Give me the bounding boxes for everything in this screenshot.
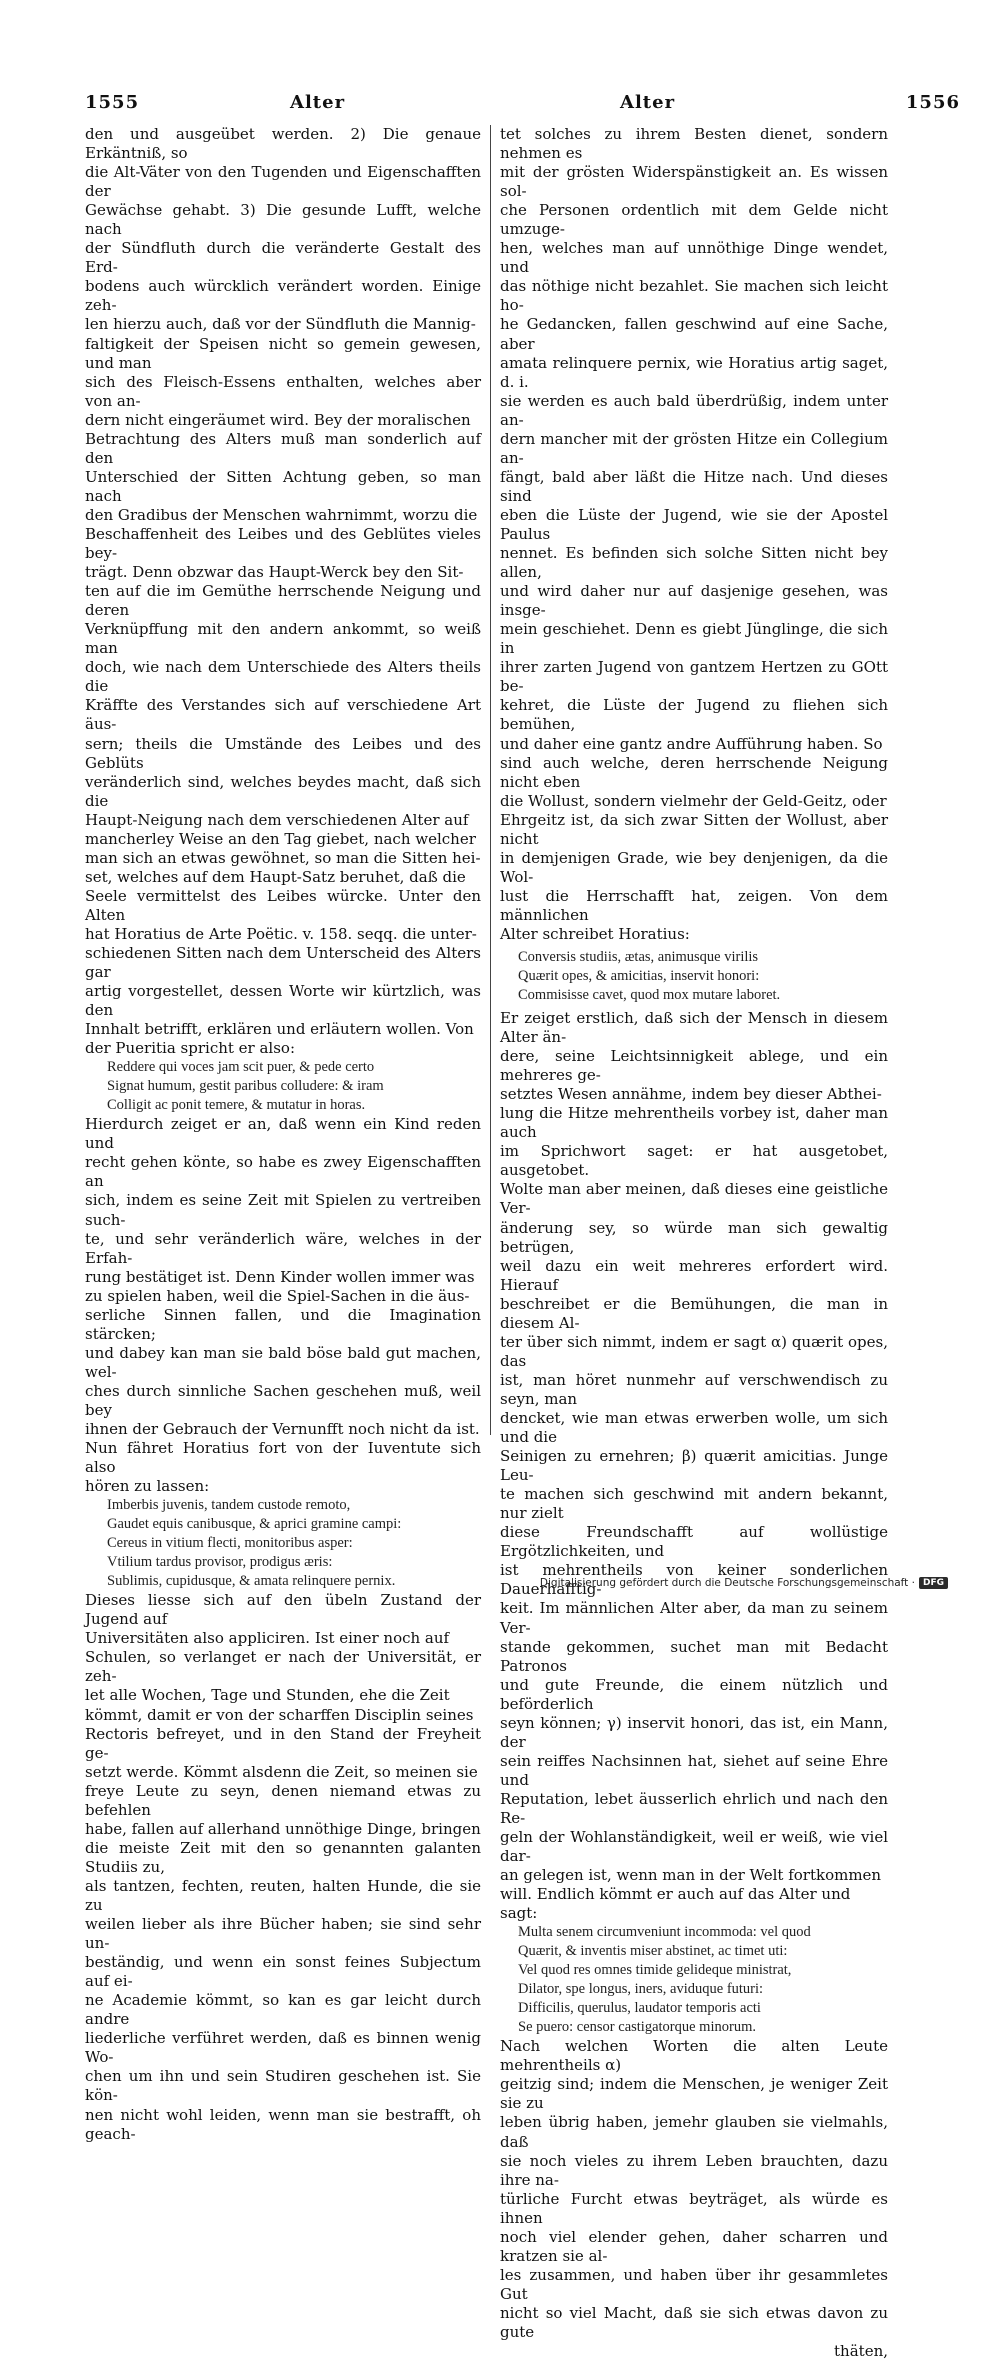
page-number-right: 1556	[905, 92, 960, 113]
footer-credit-text: Digitalisierung gefördert durch die Deutsche Forschungsgemeinschaft ·	[539, 1577, 915, 1589]
page-number-left: 1555	[85, 92, 140, 113]
right-paragraph-3: Nach welchen Worten die alten Leute mehrentheils α) geitzig sind; indem die Menschen, je weniger Zeit sie zu leben übrig haben, jemehr glauben sie vielmahls, daß sie noch vieles zu ihrem Leben brauchten, dazu ihre na- türliche Furcht etwas beyträget, als würde es ihnen noch viel elender gehen, daher scharren und kratzen sie al- les zusammen, und haben über ihr gesammletes Gut nicht so viel Macht, daß sie sich etwas davon zu gute	[500, 2037, 888, 2341]
right-latin-quote-2: Multa senem circumveniunt incommoda: vel quod Quærit, & inventis miser abstinet, ac timet uti: Vel quod res omnes timide gelideque ministrat, Dilator, spe longus, iners, aviduque futuri: Difficilis, querulus, laudator temporis acti Se puero: censor castigatorque minorum.	[518, 1924, 811, 2036]
catchword: thäten,	[834, 2342, 888, 2361]
funding-footer	[540, 1577, 948, 1589]
right-latin-quote-1: Conversis studiis, ætas, animusque virilis Quærit opes, & amicitias, inservit honori: Commisisse cavet, quod mox mutare laboret.	[518, 949, 781, 1004]
running-title-left: Alter	[290, 92, 346, 113]
page-header	[85, 92, 960, 122]
left-paragraph-1: den und ausgeübet werden. 2) Die genaue Erkäntniß, so die Alt-Väter von den Tugenden und Eigenschafften der Gewächse gehabt. 3) Die gesunde Lufft, welche nach der Sündfluth durch die veränderte Gestalt des Erd- bodens auch würcklich verändert worden. Einige zeh- len hierzu auch, daß vor der Sündfluth die Mannig- faltigkeit der Speisen nicht so gemein gewesen, und man sich des Fleisch-Essens enthalten, welches aber von an- dern nicht eingeräumet wird. Bey der moralischen Betrachtung des Alters muß man sonderlich auf den Unterschied der Sitten Achtung geben, so man nach den Gradibus der Menschen wahrnimmt, worzu die Beschaffenheit des Leibes und des Geblütes vieles bey- trägt. Denn obzwar das Haupt-Werck bey den Sit- ten auf die im Gemüthe herrschende Neigung und deren Verknüpffung mit den andern ankommt, so weiß man doch, wie nach dem Unterschiede des Alters theils die Kräffte des Verstandes sich auf verschiedene Art äus- sern; theils die Umstände des Leibes und des Geblüts veränderlich sind, welches beydes macht, daß sich die Haupt-Neigung nach dem verschiedenen Alter auf mancherley Weise an den Tag giebet, nach welcher man sich an etwas gewöhnet, so man die Sitten hei- set, welches auf dem Haupt-Satz beruhet, daß die Seele vermittelst des Leibes würcke. Unter den Alten hat Horatius de Arte Poëtic. v. 158. seqq. die unter- schiedenen Sitten nach dem Unterscheid des Alters gar artig vorgestellet, dessen Worte wir kürtzlich, was den Innhalt betrifft, erklären und erläutern wollen. Von der Pueritia spricht er also:	[85, 125, 481, 1058]
running-title-right: Alter	[620, 92, 676, 113]
left-latin-quote-2: Imberbis juvenis, tandem custode remoto, Gaudet equis canibusque, & aprici gramine campi: Cereus in vitium flecti, monitoribus asper: Vtilium tardus provisor, prodigus æris: Sublimis, cupidusque, & amata relinquere pernix.	[107, 1497, 402, 1590]
left-paragraph-3: Dieses liesse sich auf den übeln Zustand der Jugend auf Universitäten also appliciren. Ist einer noch auf Schulen, so verlanget er nach der Universität, er zeh- let alle Wochen, Tage und Stunden, ehe die Zeit kömmt, damit er von der scharffen Disciplin seines Rectoris befreyet, und in den Stand der Freyheit ge- setzt werde. Kömmt alsdenn die Zeit, so meinen sie freye Leute zu seyn, denen niemand etwas zu befehlen habe, fallen auf allerhand unnöthige Dinge, bringen die meiste Zeit mit den so genannten galanten Studiis zu, als tantzen, fechten, reuten, halten Hunde, die sie zu weilen lieber als ihre Bücher haben; sie sind sehr un- beständig, und wenn ein sonst feines Subjectum auf ei- ne Academie kömmt, so kan es gar leicht durch andre liederliche verführet werden, daß es binnen wenig Wo- chen um ihn und sein Studiren geschehen ist. Sie kön- nen nicht wohl leiden, wenn man sie bestrafft, oh geach-	[85, 1591, 481, 2143]
left-latin-quote-1: Reddere qui voces jam scit puer, & pede certo Signat humum, gestit paribus colludere: & iram Colligit ac ponit temere, & mutatur in horas.	[107, 1059, 384, 1114]
column-divider	[490, 125, 491, 1435]
left-column	[85, 125, 481, 2143]
left-paragraph-2: Hierdurch zeiget er an, daß wenn ein Kind reden und recht gehen könte, so habe es zwey Eigenschafften an sich, indem es seine Zeit mit Spielen zu vertreiben such- te, und sehr veränderlich wäre, welches in der Erfah- rung bestätiget ist. Denn Kinder wollen immer was zu spielen haben, weil die Spiel-Sachen in die äus- serliche Sinnen fallen, und die Imagination stärcken; und dabey kan man sie bald böse bald gut machen, wel- ches durch sinnliche Sachen geschehen muß, weil bey ihnen der Gebrauch der Vernunfft noch nicht da ist. Nun fähret Horatius fort von der Iuventute sich also hören zu lassen:	[85, 1115, 481, 1496]
right-paragraph-2: Er zeiget erstlich, daß sich der Mensch in diesem Alter än- dere, seine Leichtsinnigkeit ablege, und ein mehreres ge- setztes Wesen annähme, indem bey dieser Abthei- lung die Hitze mehrentheils vorbey ist, daher man auch im Sprichwort saget: er hat ausgetobet, ausgetobet. Wolte man aber meinen, daß dieses eine geistliche Ver- änderung sey, so würde man sich gewaltig betrügen, weil dazu ein weit mehreres erfordert wird. Hierauf beschreibet er die Bemühungen, die man in diesem Al- ter über sich nimmt, indem er sagt α) quærit opes, das ist, man höret nunmehr auf verschwendisch zu seyn, man dencket, wie man etwas erwerben wolle, um sich und die Seinigen zu ernehren; β) quærit amicitias. Junge Leu- te machen sich geschwind mit andern bekannt, nur zielt diese Freundschafft auf wollüstige Ergötzlichkeiten, und ist mehrentheils von keiner sonderlichen Dauerhafftig- keit. Im männlichen Alter aber, da man zu seinem Ver- stande gekommen, suchet man mit Bedacht Patronos und gute Freunde, die einem nützlich und beförderlich seyn können; γ) inservit honori, das ist, ein Mann, der sein reiffes Nachsinnen hat, siehet auf seine Ehre und Reputation, lebet äusserlich ehrlich und nach den Re- geln der Wohlanständigkeit, weil er weiß, wie viel dar- an gelegen ist, wenn man in der Welt fortkommen will. Endlich kömmt er auch auf das Alter und sagt:	[500, 1009, 888, 1923]
dfg-logo: DFG	[919, 1577, 948, 1589]
right-paragraph-1: tet solches zu ihrem Besten dienet, sondern nehmen es mit der grösten Widerspänstigkeit an. Es wissen sol- che Personen ordentlich mit dem Gelde nicht umzuge- hen, welches man auf unnöthige Dinge wendet, und das nöthige nicht bezahlet. Sie machen sich leicht ho- he Gedancken, fallen geschwind auf eine Sache, aber amata relinquere pernix, wie Horatius artig saget, d. i. sie werden es auch bald überdrüßig, indem unter an- dern mancher mit der grösten Hitze ein Collegium an- fängt, bald aber läßt die Hitze nach. Und dieses sind eben die Lüste der Jugend, wie sie der Apostel Paulus nennet. Es befinden sich solche Sitten nicht bey allen, und wird daher nur auf dasjenige gesehen, was insge- mein geschiehet. Denn es giebt Jünglinge, die sich in ihrer zarten Jugend von gantzem Hertzen zu GOtt be- kehret, die Lüste der Jugend zu fliehen sich bemühen, und daher eine gantz andre Aufführung haben. So sind auch welche, deren herrschende Neigung nicht eben die Wollust, sondern vielmehr der Geld-Geitz, oder Ehrgeitz ist, da sich zwar Sitten der Wollust, aber nicht in demjenigen Grade, wie bey denjenigen, da die Wol- lust die Herrschafft hat, zeigen. Von dem männlichen Alter schreibet Horatius:	[500, 125, 888, 943]
